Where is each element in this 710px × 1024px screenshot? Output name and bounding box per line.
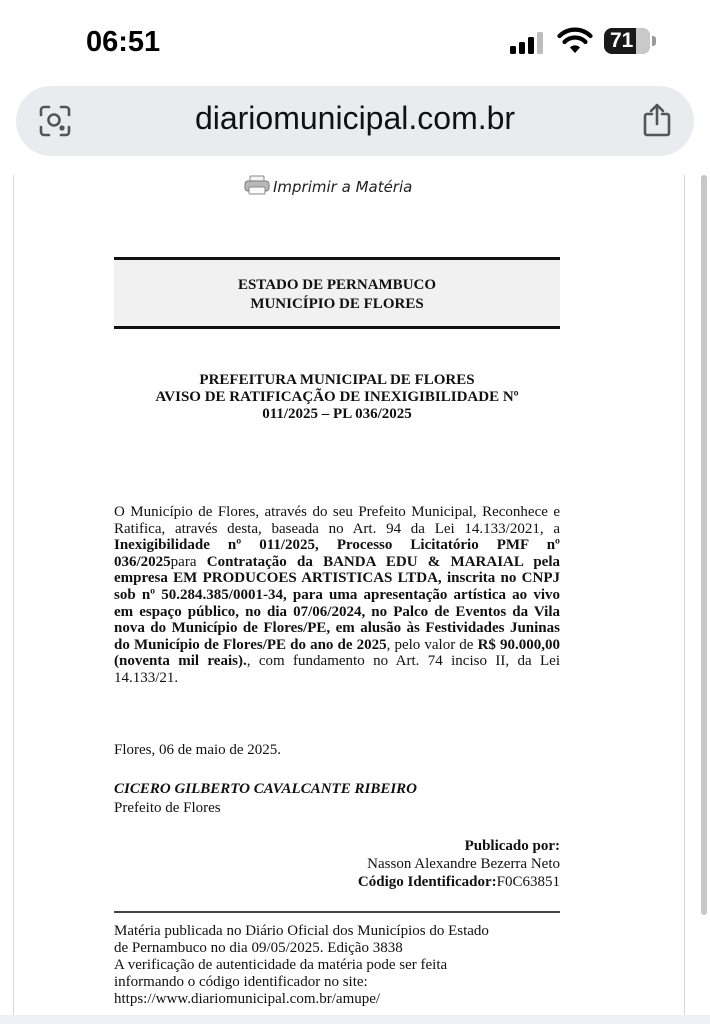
footer-link[interactable]: https://www.diariomunicipal.com.br/amupe/ — [114, 991, 381, 1007]
printer-icon[interactable] — [244, 175, 270, 195]
body-text-2: para — [170, 553, 207, 570]
address-bar[interactable] — [16, 86, 694, 156]
footer-divider — [114, 911, 560, 913]
body-bold-2: Contratação da BANDA EDU & MARAIAL pela empresa EM PRODUCOES ARTISTICAS LTDA, inscrita no CNPJ sob nº 50.284.385/0001-34, para uma apresentação artística ao vivo em espaço público, no dia 07/06/2024, no Palco de Eventos da Vila nova do Município de Flores/PE, em alusão às Festividades Juninas do Município de Flores/PE do ano de 2025 — [114, 553, 560, 653]
battery-level: 71 — [610, 29, 634, 52]
url-text[interactable]: diariomunicipal.com.br — [194, 100, 516, 136]
print-link-label[interactable]: Imprimir a Matéria — [273, 178, 413, 196]
footer-line-4: informando o código identificador no site: — [114, 974, 368, 990]
cellular-signal-icon — [510, 32, 548, 54]
document-title — [114, 372, 560, 423]
footer-line-1: Matéria publicada no Diário Oficial dos Municípios do Estado — [114, 923, 489, 939]
publisher-name: Nasson Alexandre Bezerra Neto — [367, 856, 560, 872]
body-paragraph — [114, 504, 560, 687]
title-line-1: PREFEITURA MUNICIPAL DE FLORES — [199, 372, 475, 388]
code-label: Código Identificador: — [357, 874, 497, 890]
status-time: 06:51 — [86, 26, 161, 58]
battery-tip — [652, 36, 656, 46]
signer-title: Prefeito de Flores — [114, 800, 221, 816]
bottom-strip — [0, 1015, 710, 1024]
body-bold-3: R$ 90.000,00 (noventa mil reais). — [114, 636, 560, 670]
date-line: Flores, 06 de maio de 2025. — [114, 742, 282, 758]
body-text-3: , pelo valor de — [386, 636, 478, 653]
status-bar — [0, 0, 710, 80]
identifier-code: F0C63851 — [496, 874, 560, 890]
title-line-3: 011/2025 – PL 036/2025 — [262, 406, 412, 422]
state-name: ESTADO DE PERNAMBUCO — [237, 277, 437, 293]
footer-line-2: de Pernambuco no dia 09/05/2025. Edição 3838 — [114, 940, 403, 956]
publication-info — [260, 837, 560, 891]
municipality-name: MUNICÍPIO DE FLORES — [250, 296, 424, 312]
share-icon[interactable] — [642, 102, 672, 138]
wifi-icon — [557, 27, 593, 55]
footer-line-3: A verificação de autenticidade da matéria pode ser feita — [114, 957, 448, 973]
scrollbar[interactable] — [701, 175, 707, 915]
footer-note — [114, 923, 564, 1008]
body-text-4: , com fundamento no Art. 74 inciso II, da Lei 14.133/21. — [114, 653, 560, 686]
title-line-2: AVISO DE RATIFICAÇÃO DE INEXIGIBILIDADE Nº — [155, 389, 519, 405]
state-header-box — [114, 257, 560, 329]
signer-name: CICERO GILBERTO CAVALCANTE RIBEIRO — [114, 781, 418, 797]
published-by-label: Publicado por: — [464, 838, 560, 854]
body-bold-1: Inexigibilidade nº 011/2025, Processo Licitatório PMF nº 036/2025 — [114, 537, 560, 570]
body-text-1: O Município de Flores, através do seu Prefeito Municipal, Reconhece e Ratifica, através desta, baseada no Art. 94 da Lei 14.133/2021, a — [114, 504, 560, 537]
battery-icon — [604, 28, 650, 54]
